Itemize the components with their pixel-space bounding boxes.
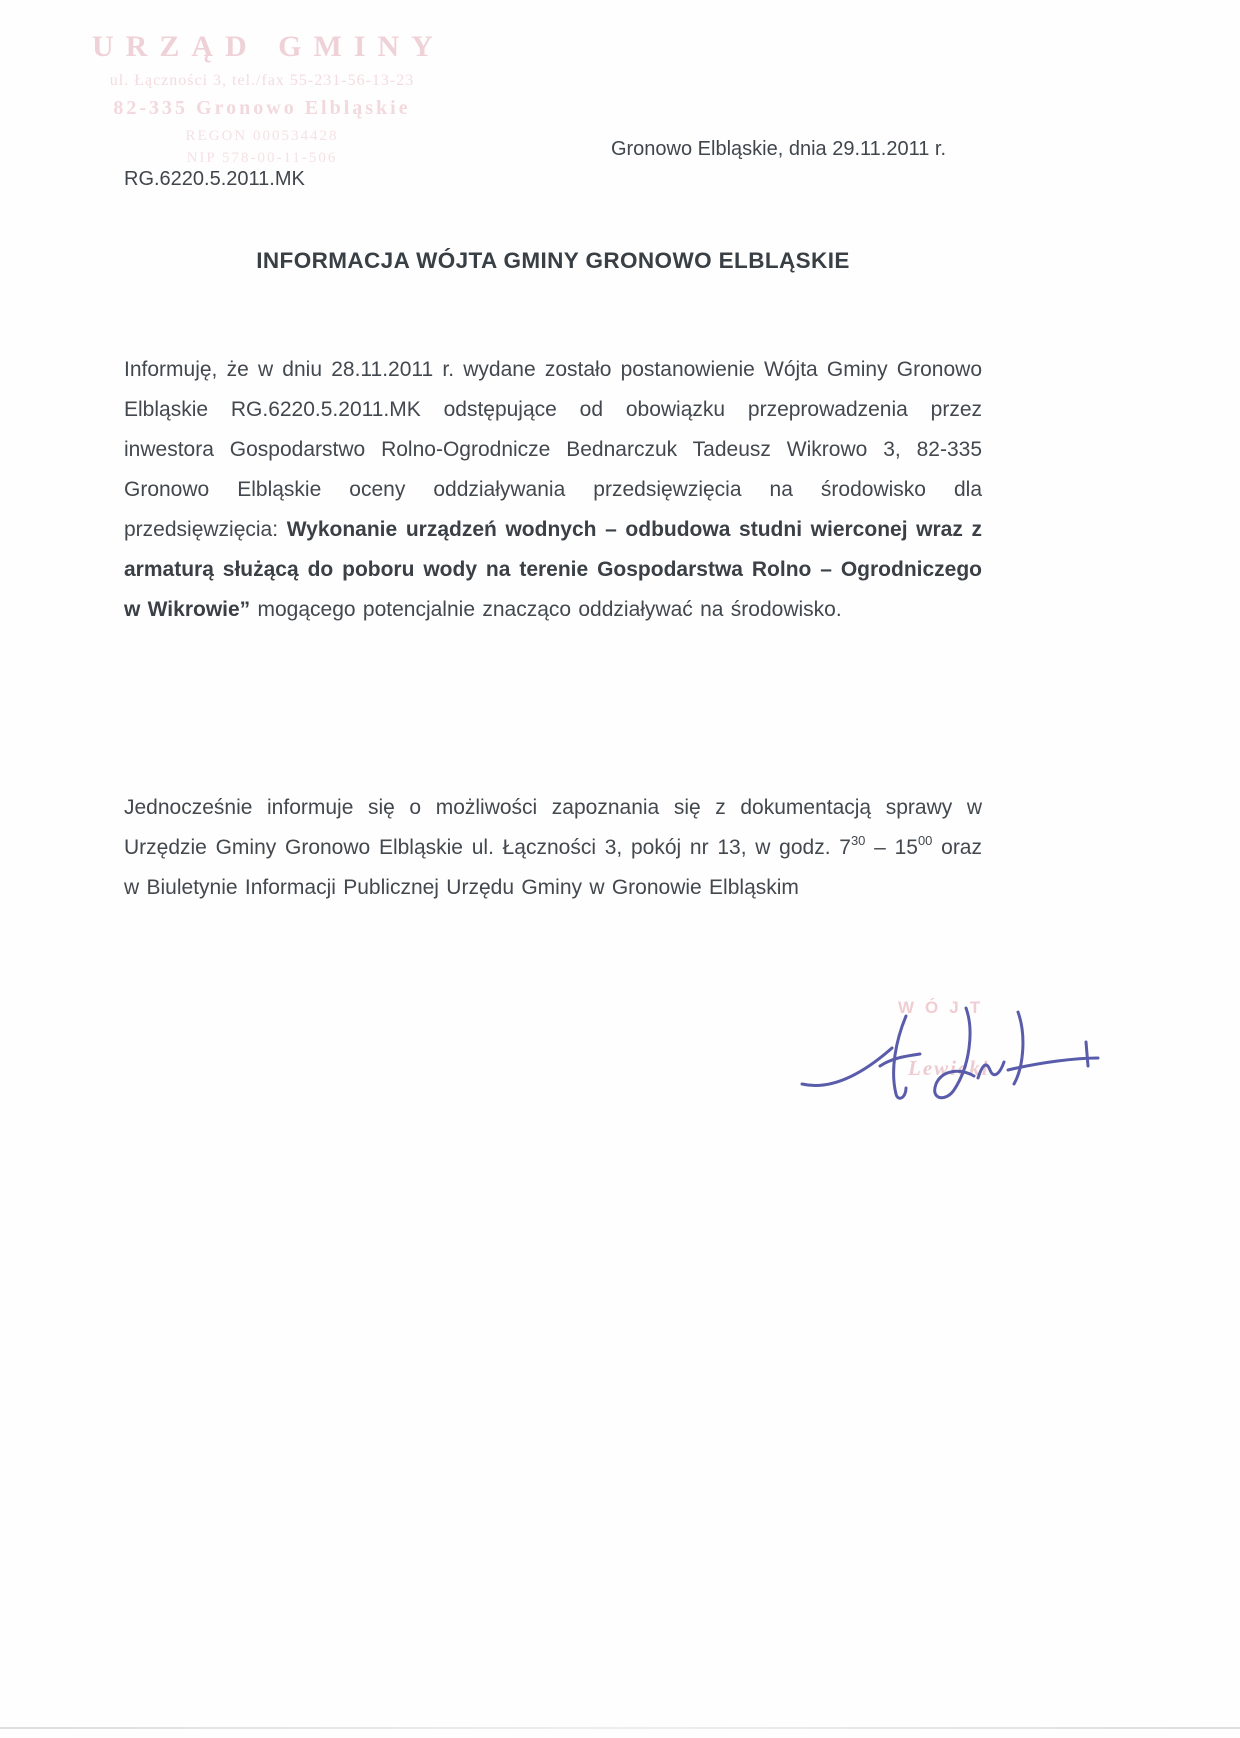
signature-area bbox=[780, 982, 1120, 1132]
handwritten-signature-ink bbox=[780, 982, 1120, 1132]
paragraph2-text-end: oraz w Biuletynie Informacji Publicznej Urzędu Gminy w Gronowie Elbląskim bbox=[124, 836, 982, 899]
stamp-nip: NIP 578-00-11-506 bbox=[186, 150, 338, 166]
paragraph-decision-info bbox=[124, 350, 982, 630]
place-and-date-line: Gronowo Elbląskie, dnia 29.11.2011 r. bbox=[610, 138, 946, 160]
paragraph1-text-end: mogącego potencjalnie znacząco oddziaływać na środowisko. bbox=[250, 598, 842, 621]
opening-hour-superscript: 30 bbox=[850, 833, 866, 848]
paragraph2-hours-separator: – 15 bbox=[865, 836, 918, 859]
case-reference-number: RG.6220.5.2011.MK bbox=[124, 168, 305, 190]
paragraph-documentation-info bbox=[124, 788, 982, 908]
paragraph2-text-start: Jednocześnie informuje się o możliwości zapoznania się z dokumentacją sprawy w Urzędzie Gminy Gronowo Elbląskie ul. Łączności 3, pokój nr 13, w godz. 7 bbox=[124, 796, 982, 859]
stamp-postal-city: 82-335 Gronowo Elbląskie bbox=[113, 97, 411, 119]
paragraph1-text-start: Informuję, że w dniu 28.11.2011 r. wydane zostało postanowienie Wójta Gminy Gronowo Elbląskie RG.6220.5.2011.MK odstępujące od obowiązku przeprowadzenia przez inwestora Gospodarstwo Rolno-Ogrodnicze Bednarczuk Tadeusz Wikrowo 3, 82-335 Gronowo Elbląskie oceny oddziaływania przedsięwzięcia na środowisko dla przedsięwzięcia: bbox=[124, 358, 982, 541]
stamp-regon: REGON 000534428 bbox=[185, 128, 339, 144]
stamp-street-phone: ul. Łączności 3, tel./fax 55-231-56-13-23 bbox=[109, 72, 415, 89]
stamp-office-name: URZĄD GMINY bbox=[92, 30, 445, 63]
scanner-artifact-line bbox=[0, 1727, 1240, 1729]
closing-hour-superscript: 00 bbox=[917, 833, 933, 848]
mayor-name-stamp: Lewicki bbox=[908, 1056, 990, 1080]
paragraph1-project-name-bold: Wykonanie urządzeń wodnych – odbudowa studni wierconej wraz z armaturą służącą do poboru wody na terenie Gospodarstwa Rolno – Ogrodniczego w Wikrowie” bbox=[124, 518, 982, 621]
document-title: INFORMACJA WÓJTA GMINY GRONOWO ELBLĄSKIE bbox=[256, 248, 850, 273]
mayor-title-stamp: WÓJT bbox=[898, 998, 992, 1017]
